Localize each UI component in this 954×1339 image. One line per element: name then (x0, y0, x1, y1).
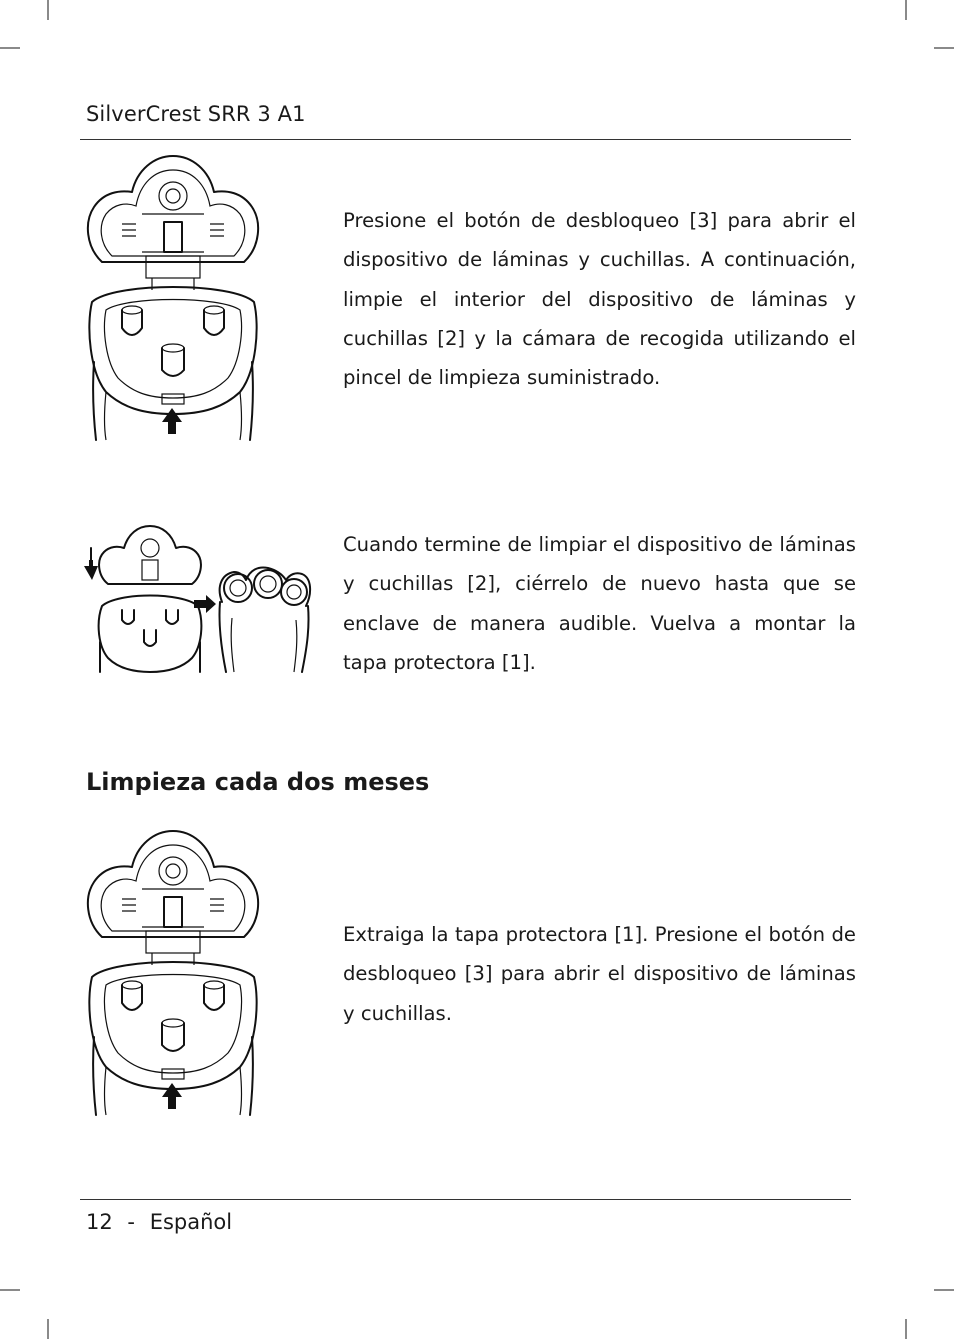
crop-mark (47, 0, 49, 20)
crop-mark (0, 47, 20, 49)
crop-mark (905, 1319, 907, 1339)
footer-separator: - (127, 1210, 135, 1234)
header-title: SilverCrest SRR 3 A1 (86, 102, 306, 126)
crop-mark (934, 1289, 954, 1291)
section-2-text: Cuando termine de limpiar el dispositivo de láminas y cuchillas [2], ciérrelo de nuevo hasta que se enclave de manera audible. Vuelva a montar la tapa protectora [1]. (343, 533, 856, 674)
close-shaver-illustration (82, 522, 312, 674)
crop-mark (0, 1289, 20, 1291)
section-heading: Limpieza cada dos meses (86, 768, 430, 796)
open-shaver-illustration (82, 152, 264, 442)
page-number: 12 (86, 1210, 113, 1234)
crop-mark (905, 0, 907, 20)
page-footer (86, 1208, 232, 1236)
crop-mark (47, 1319, 49, 1339)
footer-rule (80, 1199, 851, 1200)
section-1-text: Presione el botón de desbloqueo [3] para abrir el dispositivo de láminas y cuchillas. A continuación, limpie el interior del dispositivo de láminas y cuchillas [2] y la cámara de recogida utilizando el pincel de limpieza suministrado. (343, 209, 856, 390)
crop-mark (934, 47, 954, 49)
footer-language: Español (149, 1210, 233, 1234)
section-3-text: Extraiga la tapa protectora [1]. Presione el botón de desbloqueo [3] para abrir el dispositivo de láminas y cuchillas. (343, 923, 856, 1025)
header-rule (80, 139, 851, 140)
open-shaver-illustration-2 (82, 827, 264, 1117)
